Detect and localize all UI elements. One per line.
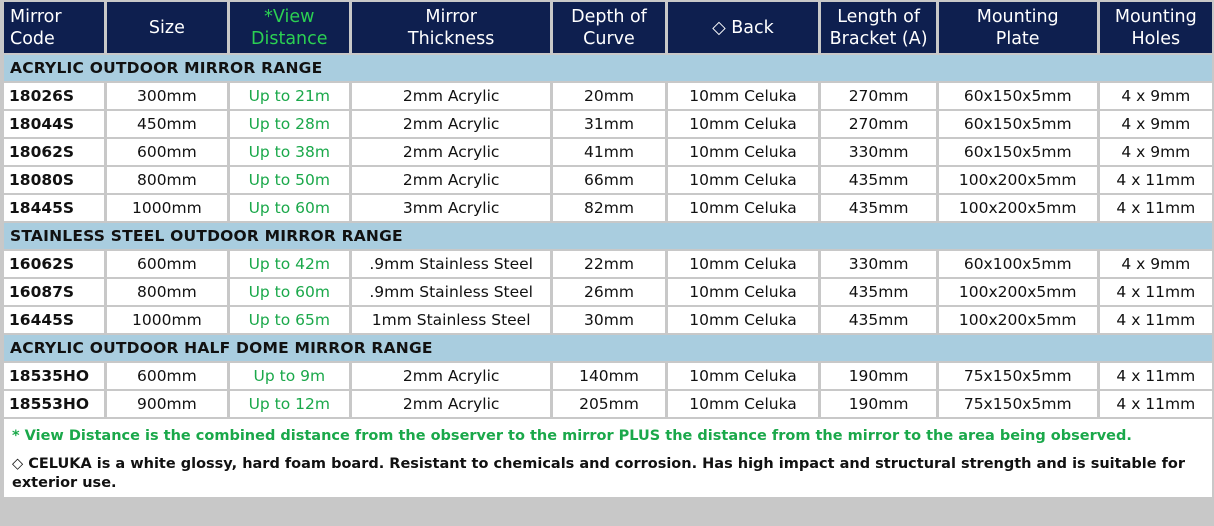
cell-mirror-code: 18026S	[4, 83, 104, 109]
cell-mounting-holes: 4 x 9mm	[1100, 251, 1212, 277]
cell-mirror-code: 18062S	[4, 139, 104, 165]
section-header-row	[4, 55, 1212, 81]
cell-back-material: 10mm Celuka	[668, 251, 819, 277]
cell-mounting-holes: 4 x 11mm	[1100, 279, 1212, 305]
cell-back-material: 10mm Celuka	[668, 307, 819, 333]
cell-mirror-thickness: .9mm Stainless Steel	[352, 279, 550, 305]
cell-size: 800mm	[107, 167, 226, 193]
cell-view-distance: Up to 60m	[230, 279, 349, 305]
section-header-row	[4, 335, 1212, 361]
cell-mounting-plate: 60x150x5mm	[939, 111, 1097, 137]
cell-mounting-holes: 4 x 11mm	[1100, 391, 1212, 417]
header-row	[4, 2, 1212, 53]
table-row	[4, 279, 1212, 305]
cell-size: 300mm	[107, 83, 226, 109]
mirror-spec-table	[1, 0, 1214, 499]
cell-mounting-plate: 60x150x5mm	[939, 83, 1097, 109]
cell-depth-of-curve: 140mm	[553, 363, 664, 389]
notes-cell	[4, 419, 1212, 497]
cell-back-material: 10mm Celuka	[668, 139, 819, 165]
table-row	[4, 307, 1212, 333]
cell-mirror-code: 18445S	[4, 195, 104, 221]
table-row	[4, 111, 1212, 137]
table-row	[4, 83, 1212, 109]
cell-bracket-length: 190mm	[821, 391, 935, 417]
header-mirror-thickness: Mirror Thickness	[352, 2, 550, 53]
cell-bracket-length: 270mm	[821, 83, 935, 109]
cell-mounting-plate: 100x200x5mm	[939, 195, 1097, 221]
cell-mirror-thickness: .9mm Stainless Steel	[352, 251, 550, 277]
cell-mounting-plate: 60x100x5mm	[939, 251, 1097, 277]
cell-bracket-length: 190mm	[821, 363, 935, 389]
cell-mirror-code: 16062S	[4, 251, 104, 277]
cell-view-distance: Up to 9m	[230, 363, 349, 389]
cell-view-distance: Up to 50m	[230, 167, 349, 193]
notes-row	[4, 419, 1212, 497]
cell-mirror-code: 18535HO	[4, 363, 104, 389]
cell-view-distance: Up to 65m	[230, 307, 349, 333]
cell-mirror-code: 18080S	[4, 167, 104, 193]
cell-size: 1000mm	[107, 307, 226, 333]
cell-depth-of-curve: 22mm	[553, 251, 664, 277]
cell-back-material: 10mm Celuka	[668, 363, 819, 389]
section-title: STAINLESS STEEL OUTDOOR MIRROR RANGE	[4, 223, 1212, 249]
cell-mirror-thickness: 2mm Acrylic	[352, 363, 550, 389]
cell-size: 900mm	[107, 391, 226, 417]
view-distance-note: * View Distance is the combined distance from the observer to the mirror PLUS the distance from the mirror to the area being observed.	[12, 428, 1132, 444]
cell-mounting-holes: 4 x 11mm	[1100, 195, 1212, 221]
cell-view-distance: Up to 21m	[230, 83, 349, 109]
cell-mounting-plate: 75x150x5mm	[939, 363, 1097, 389]
table-row	[4, 251, 1212, 277]
cell-view-distance: Up to 12m	[230, 391, 349, 417]
cell-bracket-length: 435mm	[821, 279, 935, 305]
cell-bracket-length: 435mm	[821, 307, 935, 333]
cell-bracket-length: 435mm	[821, 167, 935, 193]
cell-mounting-holes: 4 x 11mm	[1100, 167, 1212, 193]
cell-back-material: 10mm Celuka	[668, 195, 819, 221]
cell-mirror-thickness: 2mm Acrylic	[352, 83, 550, 109]
cell-size: 600mm	[107, 139, 226, 165]
cell-back-material: 10mm Celuka	[668, 279, 819, 305]
cell-depth-of-curve: 82mm	[553, 195, 664, 221]
cell-back-material: 10mm Celuka	[668, 111, 819, 137]
section-header-row	[4, 223, 1212, 249]
cell-size: 800mm	[107, 279, 226, 305]
cell-mounting-plate: 60x150x5mm	[939, 139, 1097, 165]
cell-mounting-plate: 75x150x5mm	[939, 391, 1097, 417]
cell-back-material: 10mm Celuka	[668, 391, 819, 417]
table-row	[4, 167, 1212, 193]
cell-depth-of-curve: 30mm	[553, 307, 664, 333]
header-view-distance: *View Distance	[230, 2, 349, 53]
header-mirror-code: Mirror Code	[4, 2, 104, 53]
cell-mounting-holes: 4 x 9mm	[1100, 83, 1212, 109]
cell-mirror-code: 16445S	[4, 307, 104, 333]
cell-bracket-length: 270mm	[821, 111, 935, 137]
header-bracket-length: Length of Bracket (A)	[821, 2, 935, 53]
cell-mirror-thickness: 2mm Acrylic	[352, 391, 550, 417]
celuka-note: ◇ CELUKA is a white glossy, hard foam board. Resistant to chemicals and corrosion. Has high impact and structural strength and is suitable for exterior use.	[12, 456, 1186, 491]
cell-mounting-holes: 4 x 9mm	[1100, 139, 1212, 165]
cell-mounting-plate: 100x200x5mm	[939, 307, 1097, 333]
table-row	[4, 391, 1212, 417]
cell-size: 450mm	[107, 111, 226, 137]
cell-mirror-code: 16087S	[4, 279, 104, 305]
cell-mounting-holes: 4 x 11mm	[1100, 363, 1212, 389]
section-title: ACRYLIC OUTDOOR HALF DOME MIRROR RANGE	[4, 335, 1212, 361]
cell-bracket-length: 330mm	[821, 251, 935, 277]
table-row	[4, 195, 1212, 221]
cell-size: 600mm	[107, 363, 226, 389]
cell-mounting-holes: 4 x 9mm	[1100, 111, 1212, 137]
table-row	[4, 139, 1212, 165]
cell-depth-of-curve: 41mm	[553, 139, 664, 165]
cell-mounting-plate: 100x200x5mm	[939, 279, 1097, 305]
cell-mirror-thickness: 1mm Stainless Steel	[352, 307, 550, 333]
cell-mirror-thickness: 2mm Acrylic	[352, 167, 550, 193]
cell-back-material: 10mm Celuka	[668, 167, 819, 193]
cell-mounting-holes: 4 x 11mm	[1100, 307, 1212, 333]
cell-view-distance: Up to 28m	[230, 111, 349, 137]
table-body	[4, 55, 1212, 497]
cell-mirror-code: 18553HO	[4, 391, 104, 417]
cell-size: 600mm	[107, 251, 226, 277]
header-back: ◇ Back	[668, 2, 819, 53]
cell-back-material: 10mm Celuka	[668, 83, 819, 109]
cell-view-distance: Up to 42m	[230, 251, 349, 277]
cell-depth-of-curve: 20mm	[553, 83, 664, 109]
cell-depth-of-curve: 205mm	[553, 391, 664, 417]
cell-mirror-code: 18044S	[4, 111, 104, 137]
cell-mounting-plate: 100x200x5mm	[939, 167, 1097, 193]
table-row	[4, 363, 1212, 389]
cell-bracket-length: 435mm	[821, 195, 935, 221]
cell-view-distance: Up to 60m	[230, 195, 349, 221]
cell-mirror-thickness: 2mm Acrylic	[352, 111, 550, 137]
header-mounting-holes: Mounting Holes	[1100, 2, 1212, 53]
cell-mirror-thickness: 3mm Acrylic	[352, 195, 550, 221]
header-mounting-plate: Mounting Plate	[939, 2, 1097, 53]
cell-view-distance: Up to 38m	[230, 139, 349, 165]
cell-depth-of-curve: 26mm	[553, 279, 664, 305]
cell-bracket-length: 330mm	[821, 139, 935, 165]
cell-depth-of-curve: 31mm	[553, 111, 664, 137]
cell-size: 1000mm	[107, 195, 226, 221]
section-title: ACRYLIC OUTDOOR MIRROR RANGE	[4, 55, 1212, 81]
header-depth-of-curve: Depth of Curve	[553, 2, 664, 53]
cell-mirror-thickness: 2mm Acrylic	[352, 139, 550, 165]
cell-depth-of-curve: 66mm	[553, 167, 664, 193]
header-size: Size	[107, 2, 226, 53]
